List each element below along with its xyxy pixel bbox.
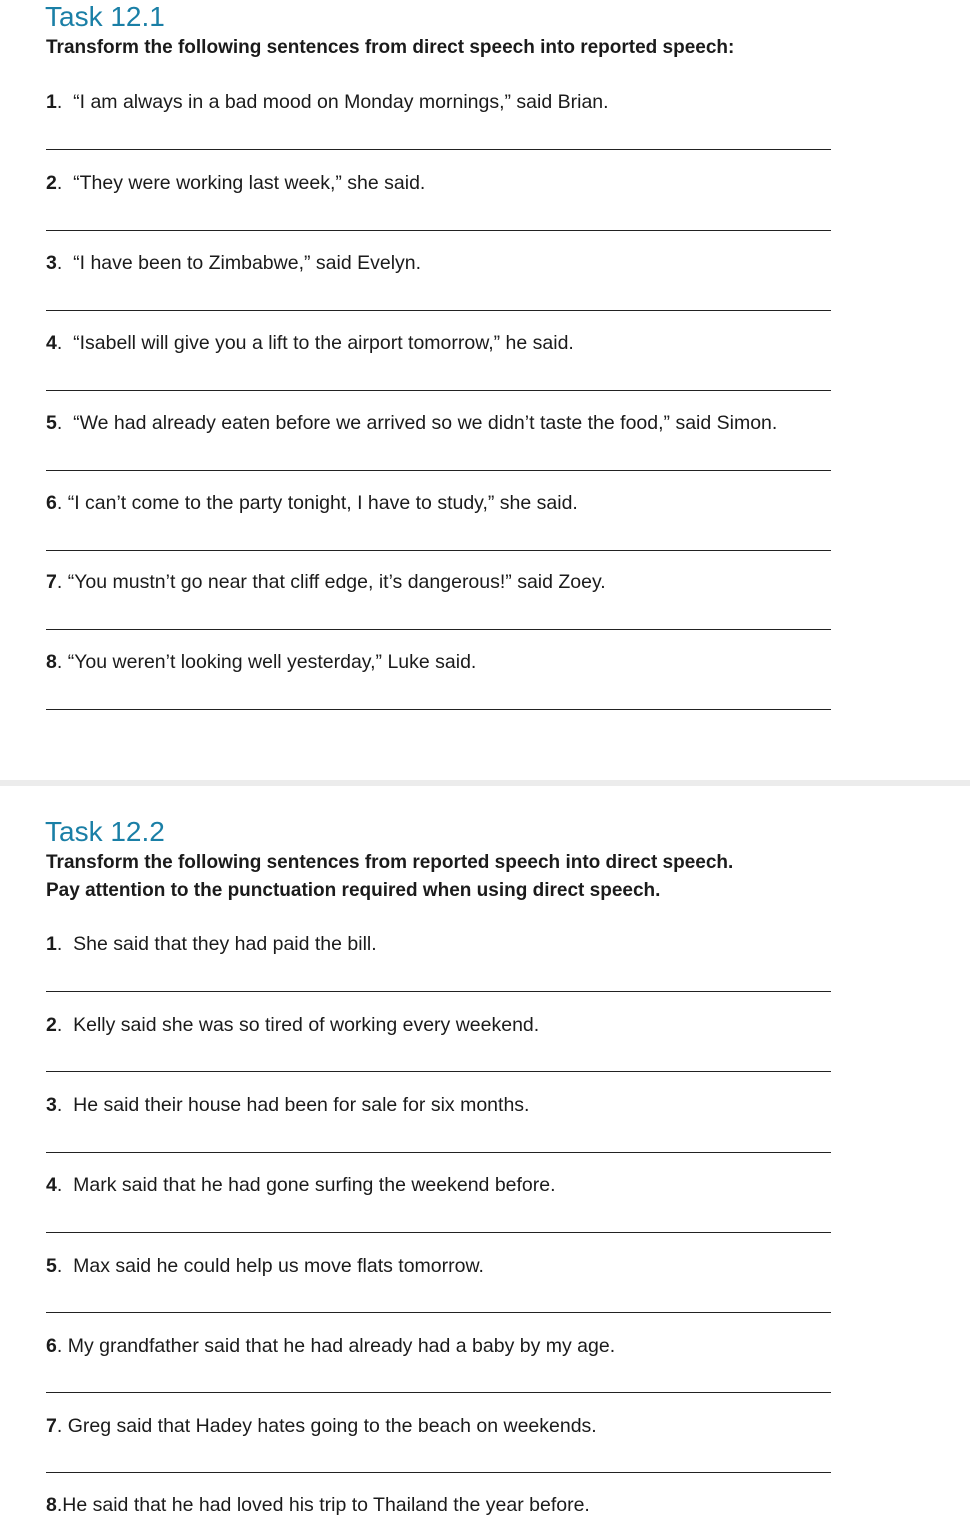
question-separator: .: [56, 933, 74, 955]
question-separator: .: [56, 412, 74, 434]
task-1-question-5: [46, 410, 777, 436]
task-12-2-title: Task 12.2: [45, 816, 165, 847]
task-1-question-3: [46, 250, 421, 276]
question-number: 8: [46, 651, 57, 673]
question-number: 5: [46, 1255, 57, 1277]
question-text: “You weren’t looking well yesterday,” Luke said.: [67, 651, 477, 673]
question-separator: .: [56, 1094, 74, 1116]
task-2-question-7: [46, 1413, 597, 1439]
task-1-question-1: [46, 89, 609, 115]
question-separator: .: [56, 1014, 74, 1036]
question-number: 3: [46, 252, 57, 274]
task-1-question-2: [46, 170, 425, 196]
question-number: 2: [46, 172, 57, 194]
task-2-question-5: [46, 1253, 484, 1279]
task-2-question-8: [46, 1492, 590, 1518]
task-1-answer-line-4[interactable]: [46, 390, 831, 391]
task-1-question-6: [46, 490, 578, 516]
task-1-answer-line-2[interactable]: [46, 230, 831, 231]
task-1-question-7: [46, 569, 606, 595]
task-1-answer-line-1[interactable]: [46, 149, 831, 150]
section-divider: [0, 780, 970, 786]
question-separator: .: [56, 91, 74, 113]
task-1-answer-line-6[interactable]: [46, 550, 831, 551]
task-1-answer-line-7[interactable]: [46, 629, 831, 630]
question-text: “You mustn’t go near that cliff edge, it’s dangerous!” said Zoey.: [67, 571, 606, 593]
question-separator: .: [56, 571, 68, 593]
question-number: 6: [46, 492, 57, 514]
task-2-answer-line-3[interactable]: [46, 1152, 831, 1153]
question-text: She said that they had paid the bill.: [73, 933, 377, 955]
question-text: Mark said that he had gone surfing the weekend before.: [73, 1174, 556, 1196]
question-separator: .: [56, 252, 74, 274]
task-1-question-8: [46, 649, 476, 675]
task-1-answer-line-5[interactable]: [46, 470, 831, 471]
question-text: “We had already eaten before we arrived so we didn’t taste the food,” said Simon.: [73, 412, 778, 434]
task-2-question-2: [46, 1012, 539, 1038]
question-separator: .: [56, 651, 68, 673]
question-number: 2: [46, 1014, 57, 1036]
task-1-answer-line-3[interactable]: [46, 310, 831, 311]
question-separator: .: [56, 492, 68, 514]
question-text: “They were working last week,” she said.: [73, 172, 426, 194]
task-2-question-1: [46, 931, 377, 957]
task-12-2-instruction-line-2: Pay attention to the punctuation required when using direct speech.: [46, 880, 661, 901]
question-number: 6: [46, 1335, 57, 1357]
task-1-question-4: [46, 330, 574, 356]
task-12-1-instruction: Transform the following sentences from direct speech into reported speech:: [46, 37, 735, 58]
question-number: 1: [46, 91, 57, 113]
question-number: 5: [46, 412, 57, 434]
question-separator: .: [56, 172, 74, 194]
question-number: 7: [46, 1415, 57, 1437]
task-2-question-3: [46, 1092, 529, 1118]
question-text: He said that he had loved his trip to Thailand the year before.: [62, 1494, 590, 1516]
task-2-question-6: [46, 1333, 615, 1359]
question-number: 4: [46, 332, 57, 354]
task-2-question-4: [46, 1172, 556, 1198]
question-text: “Isabell will give you a lift to the airport tomorrow,” he said.: [73, 332, 574, 354]
question-text: “I am always in a bad mood on Monday mornings,” said Brian.: [73, 91, 609, 113]
question-text: My grandfather said that he had already had a baby by my age.: [67, 1335, 616, 1357]
question-separator: .: [56, 332, 74, 354]
task-1-answer-line-8[interactable]: [46, 709, 831, 710]
question-text: Greg said that Hadey hates going to the beach on weekends.: [67, 1415, 597, 1437]
task-2-answer-line-2[interactable]: [46, 1071, 831, 1072]
question-number: 7: [46, 571, 57, 593]
question-separator: .: [56, 1415, 68, 1437]
task-12-2-instruction-line-1: Transform the following sentences from reported speech into direct speech.: [46, 852, 734, 873]
task-2-answer-line-6[interactable]: [46, 1392, 831, 1393]
question-text: Kelly said she was so tired of working every weekend.: [73, 1014, 540, 1036]
task-2-answer-line-5[interactable]: [46, 1312, 831, 1313]
question-separator: .: [56, 1255, 74, 1277]
task-2-answer-line-7[interactable]: [46, 1472, 831, 1473]
question-separator: .: [56, 1174, 74, 1196]
task-12-1-title: Task 12.1: [45, 1, 165, 32]
question-text: Max said he could help us move flats tomorrow.: [73, 1255, 484, 1277]
task-2-answer-line-4[interactable]: [46, 1232, 831, 1233]
question-separator: .: [56, 1494, 63, 1516]
task-2-answer-line-1[interactable]: [46, 991, 831, 992]
question-separator: .: [56, 1335, 68, 1357]
question-number: 3: [46, 1094, 57, 1116]
question-text: “I can’t come to the party tonight, I have to study,” she said.: [67, 492, 578, 514]
question-number: 1: [46, 933, 57, 955]
question-number: 4: [46, 1174, 57, 1196]
question-text: He said their house had been for sale for six months.: [73, 1094, 530, 1116]
question-number: 8: [46, 1494, 57, 1516]
question-text: “I have been to Zimbabwe,” said Evelyn.: [73, 252, 422, 274]
